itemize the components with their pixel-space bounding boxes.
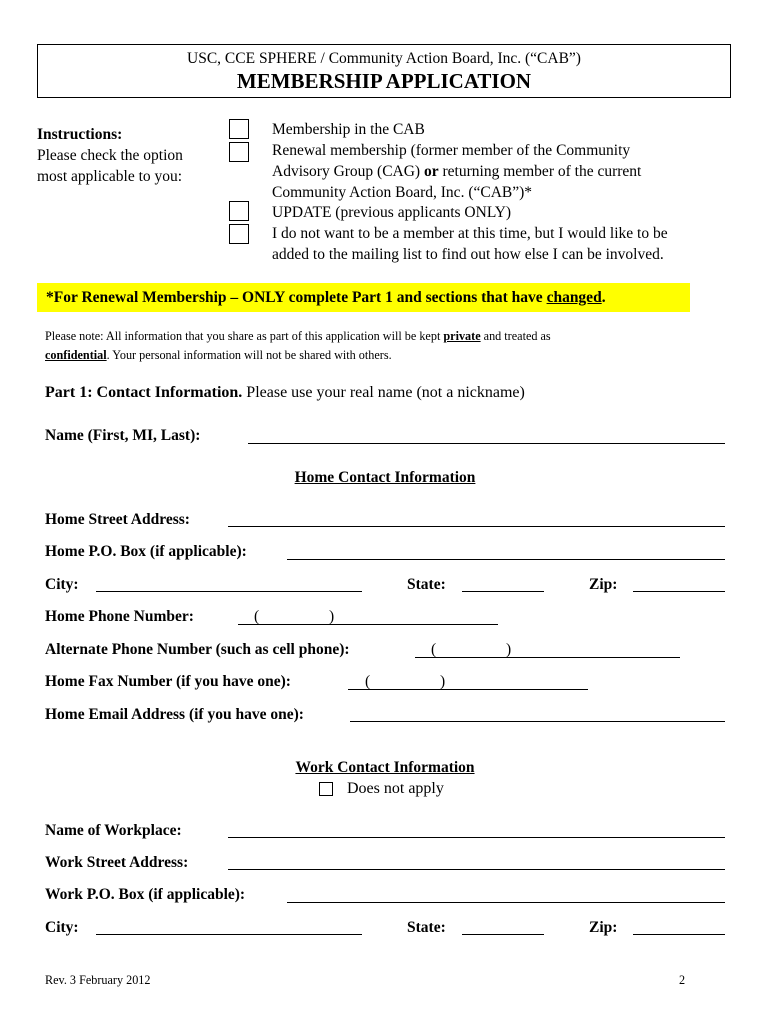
home-po-field[interactable] xyxy=(287,559,725,560)
home-phone-paren-open: ( xyxy=(254,608,260,625)
option-update-label: UPDATE (previous applicants ONLY) xyxy=(272,204,512,221)
instructions-line-1: Please check the option xyxy=(37,147,183,164)
home-email-label: Home Email Address (if you have one): xyxy=(45,706,304,723)
work-zip-field[interactable] xyxy=(633,934,725,935)
home-fax-paren-open: ( xyxy=(365,673,371,690)
work-zip-label: Zip: xyxy=(589,919,618,936)
alt-phone-paren-close: ) xyxy=(506,641,512,658)
home-fax-paren-close: ) xyxy=(440,673,446,690)
checkbox-mailing-list[interactable] xyxy=(229,224,249,244)
revision-date: Rev. 3 February 2012 xyxy=(45,973,151,987)
home-contact-heading: Home Contact Information xyxy=(294,469,476,486)
name-label: Name (First, MI, Last): xyxy=(45,427,201,444)
workplace-label: Name of Workplace: xyxy=(45,822,182,839)
state-label: State: xyxy=(407,576,446,593)
alt-phone-label: Alternate Phone Number (such as cell phone): xyxy=(45,641,350,658)
home-po-label: Home P.O. Box (if applicable): xyxy=(45,543,247,560)
instructions-heading: Instructions: xyxy=(37,126,123,143)
privacy-note: Please note: All information that you share as part of this application will be kept private and treated as confidential. Your personal information will not be shared with others. xyxy=(45,329,551,362)
work-po-label: Work P.O. Box (if applicable): xyxy=(45,886,246,903)
does-not-apply-label: Does not apply xyxy=(347,780,444,797)
page-title: MEMBERSHIP APPLICATION xyxy=(236,69,532,93)
option-membership-label: Membership in the CAB xyxy=(272,121,425,138)
city-label: City: xyxy=(45,576,79,593)
home-phone-field[interactable] xyxy=(238,624,498,625)
work-city-field[interactable] xyxy=(96,934,362,935)
org-line: USC, CCE SPHERE / Community Action Board, Inc. (“CAB”) xyxy=(187,50,581,67)
instructions-line-2: most applicable to you: xyxy=(37,168,183,185)
home-street-label: Home Street Address: xyxy=(45,511,190,528)
header-box xyxy=(37,44,731,98)
work-street-label: Work Street Address: xyxy=(45,854,189,871)
checkbox-update[interactable] xyxy=(229,201,249,221)
alt-phone-paren-open: ( xyxy=(431,641,437,658)
name-field[interactable] xyxy=(248,443,725,444)
work-street-field[interactable] xyxy=(228,869,725,870)
home-phone-label: Home Phone Number: xyxy=(45,608,194,625)
checkbox-renewal[interactable] xyxy=(229,142,249,162)
workplace-field[interactable] xyxy=(228,837,725,838)
work-contact-heading: Work Contact Information xyxy=(295,759,475,776)
checkbox-membership[interactable] xyxy=(229,119,249,139)
home-fax-label: Home Fax Number (if you have one): xyxy=(45,673,291,690)
option-renewal-label: Renewal membership (former member of the Community Advisory Group (CAG) or returning member of the current Community Action Board, Inc. (“CAB”)* xyxy=(272,142,642,201)
home-email-field[interactable] xyxy=(350,721,725,722)
zip-label: Zip: xyxy=(589,576,618,593)
work-po-field[interactable] xyxy=(287,902,725,903)
work-city-label: City: xyxy=(45,919,79,936)
state-field[interactable] xyxy=(462,591,544,592)
work-state-field[interactable] xyxy=(462,934,544,935)
home-fax-field[interactable] xyxy=(348,689,588,690)
part1-heading: Part 1: Contact Information. Please use your real name (not a nickname) xyxy=(45,384,525,401)
option-mailing-list-label: I do not want to be a member at this time, but I would like to be added to the mailing list to find out how else I can be involved. xyxy=(272,225,668,263)
renewal-note: *For Renewal Membership – ONLY complete Part 1 and sections that have changed. xyxy=(37,283,690,312)
zip-field[interactable] xyxy=(633,591,725,592)
home-phone-paren-close: ) xyxy=(329,608,335,625)
instructions xyxy=(37,124,183,187)
work-state-label: State: xyxy=(407,919,446,936)
does-not-apply-checkbox[interactable] xyxy=(319,782,333,796)
city-field[interactable] xyxy=(96,591,362,592)
home-street-field[interactable] xyxy=(228,526,725,527)
page-number: 2 xyxy=(679,973,686,987)
alt-phone-field[interactable] xyxy=(415,657,680,658)
